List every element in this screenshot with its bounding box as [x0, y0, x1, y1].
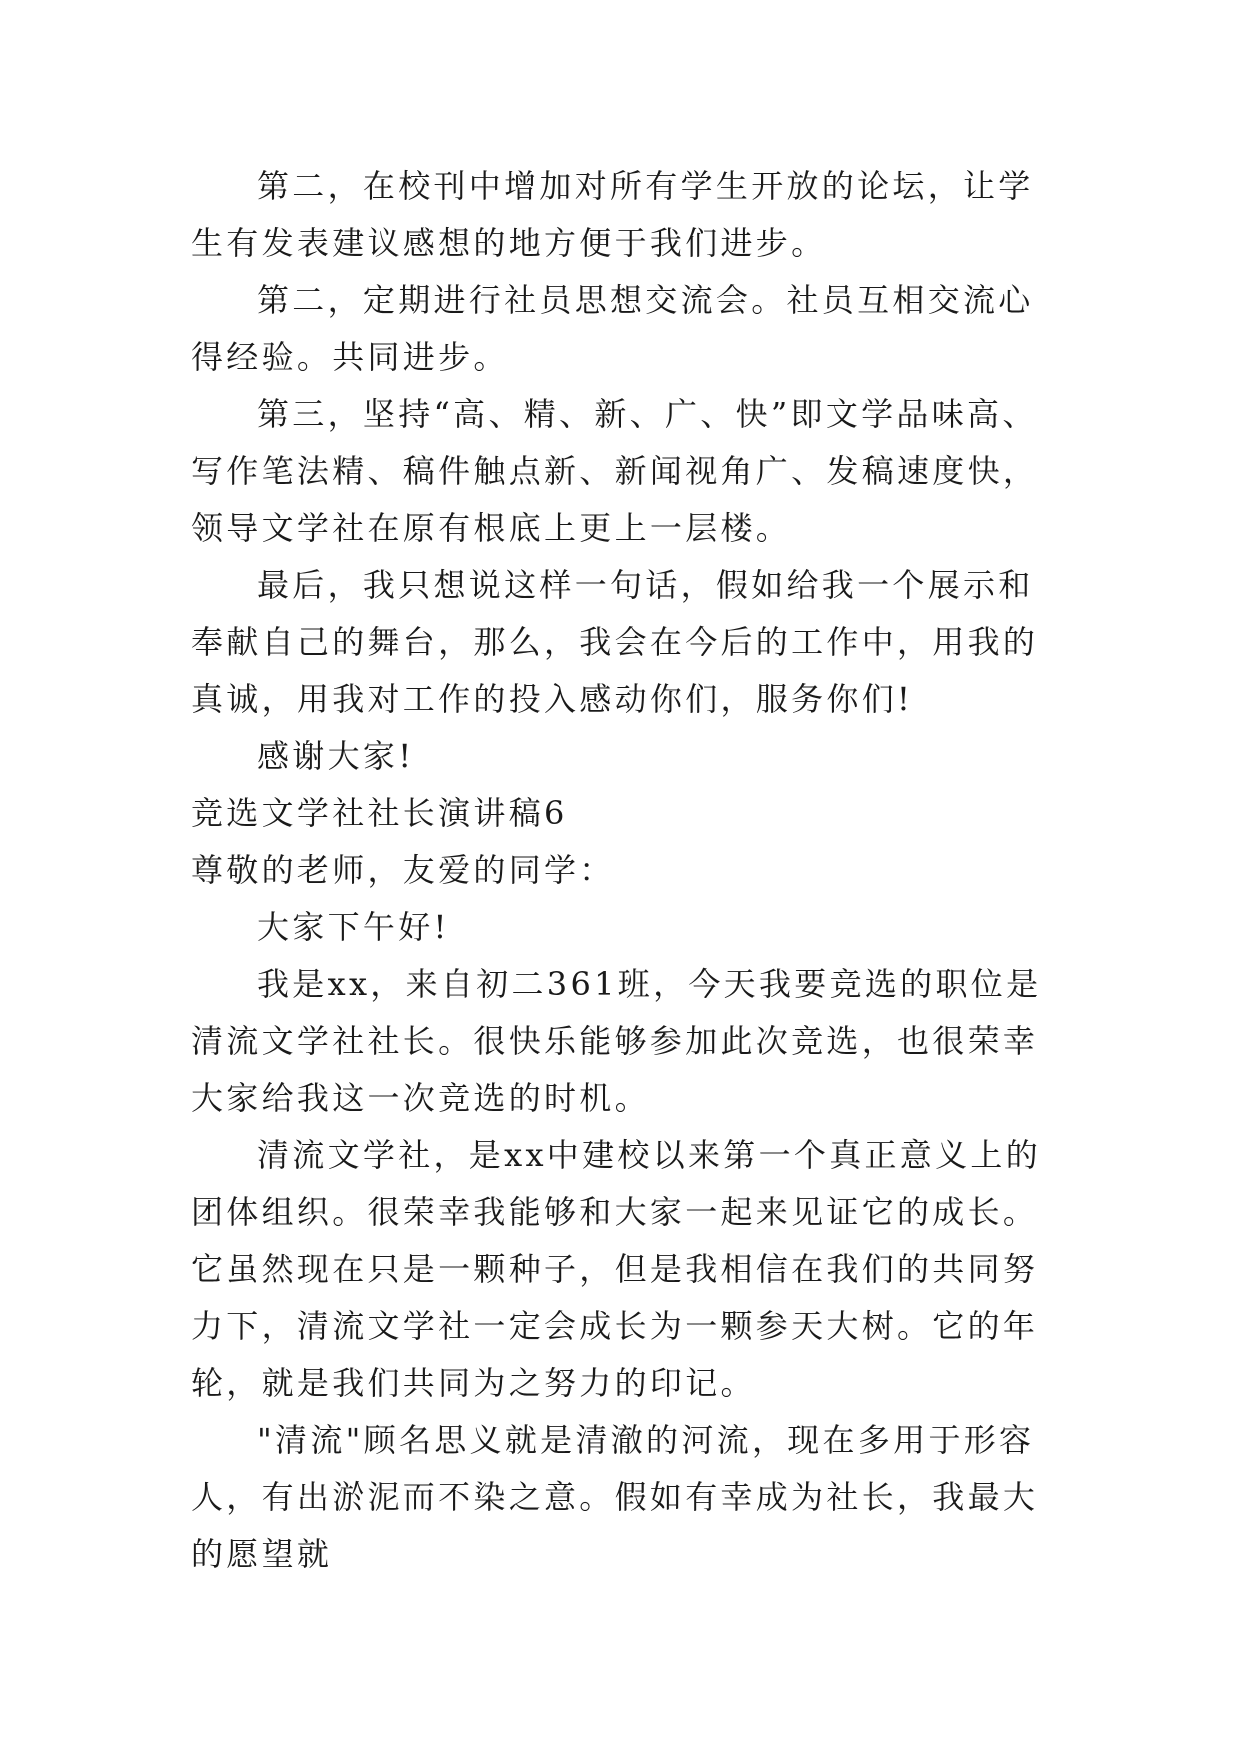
paragraph-closing: 最后，我只想说这样一句话，假如给我一个展示和奉献自己的舞台，那么，我会在今后的工作中，用我的真诚，用我对工作的投入感动你们，服务你们!	[191, 566, 1039, 718]
paragraph-club-description: 清流文学社，是xx中建校以来第一个真正意义上的团体组织。很荣幸我能够和大家一起来见证它的成长。它虽然现在只是一颗种子，但是我相信在我们的共同努力下，清流文学社一定会成长为一颗参天大树。它的年轮，就是我们共同为之努力的印记。	[191, 1136, 1041, 1402]
paragraph-exchange-meeting: 第二，定期进行社员思想交流会。社员互相交流心得经验。共同进步。	[191, 281, 1034, 376]
salutation: 尊敬的老师，友爱的同学：	[191, 851, 615, 889]
paragraph-thanks: 感谢大家!	[257, 737, 415, 775]
document-body	[191, 158, 1051, 1583]
paragraph-club-name-meaning: "清流"顾名思义就是清澈的河流，现在多用于形容人，有出淤泥而不染之意。假如有幸成为社长，我最大的愿望就	[191, 1421, 1039, 1573]
paragraph-principles: 第三，坚持“高、精、新、广、快”即文学品味高、写作笔法精、稿件触点新、新闻视角广、发稿速度快，领导文学社在原有根底上更上一层楼。	[191, 395, 1039, 547]
paragraph-forum: 第二，在校刊中增加对所有学生开放的论坛，让学生有发表建议感想的地方便于我们进步。	[191, 167, 1034, 262]
speech-title: 竞选文学社社长演讲稿6	[191, 794, 568, 832]
paragraph-greeting: 大家下午好!	[257, 908, 450, 946]
paragraph-introduction: 我是xx，来自初二361班，今天我要竞选的职位是清流文学社社长。很快乐能够参加此次竞选，也很荣幸大家给我这一次竞选的时机。	[191, 965, 1042, 1117]
